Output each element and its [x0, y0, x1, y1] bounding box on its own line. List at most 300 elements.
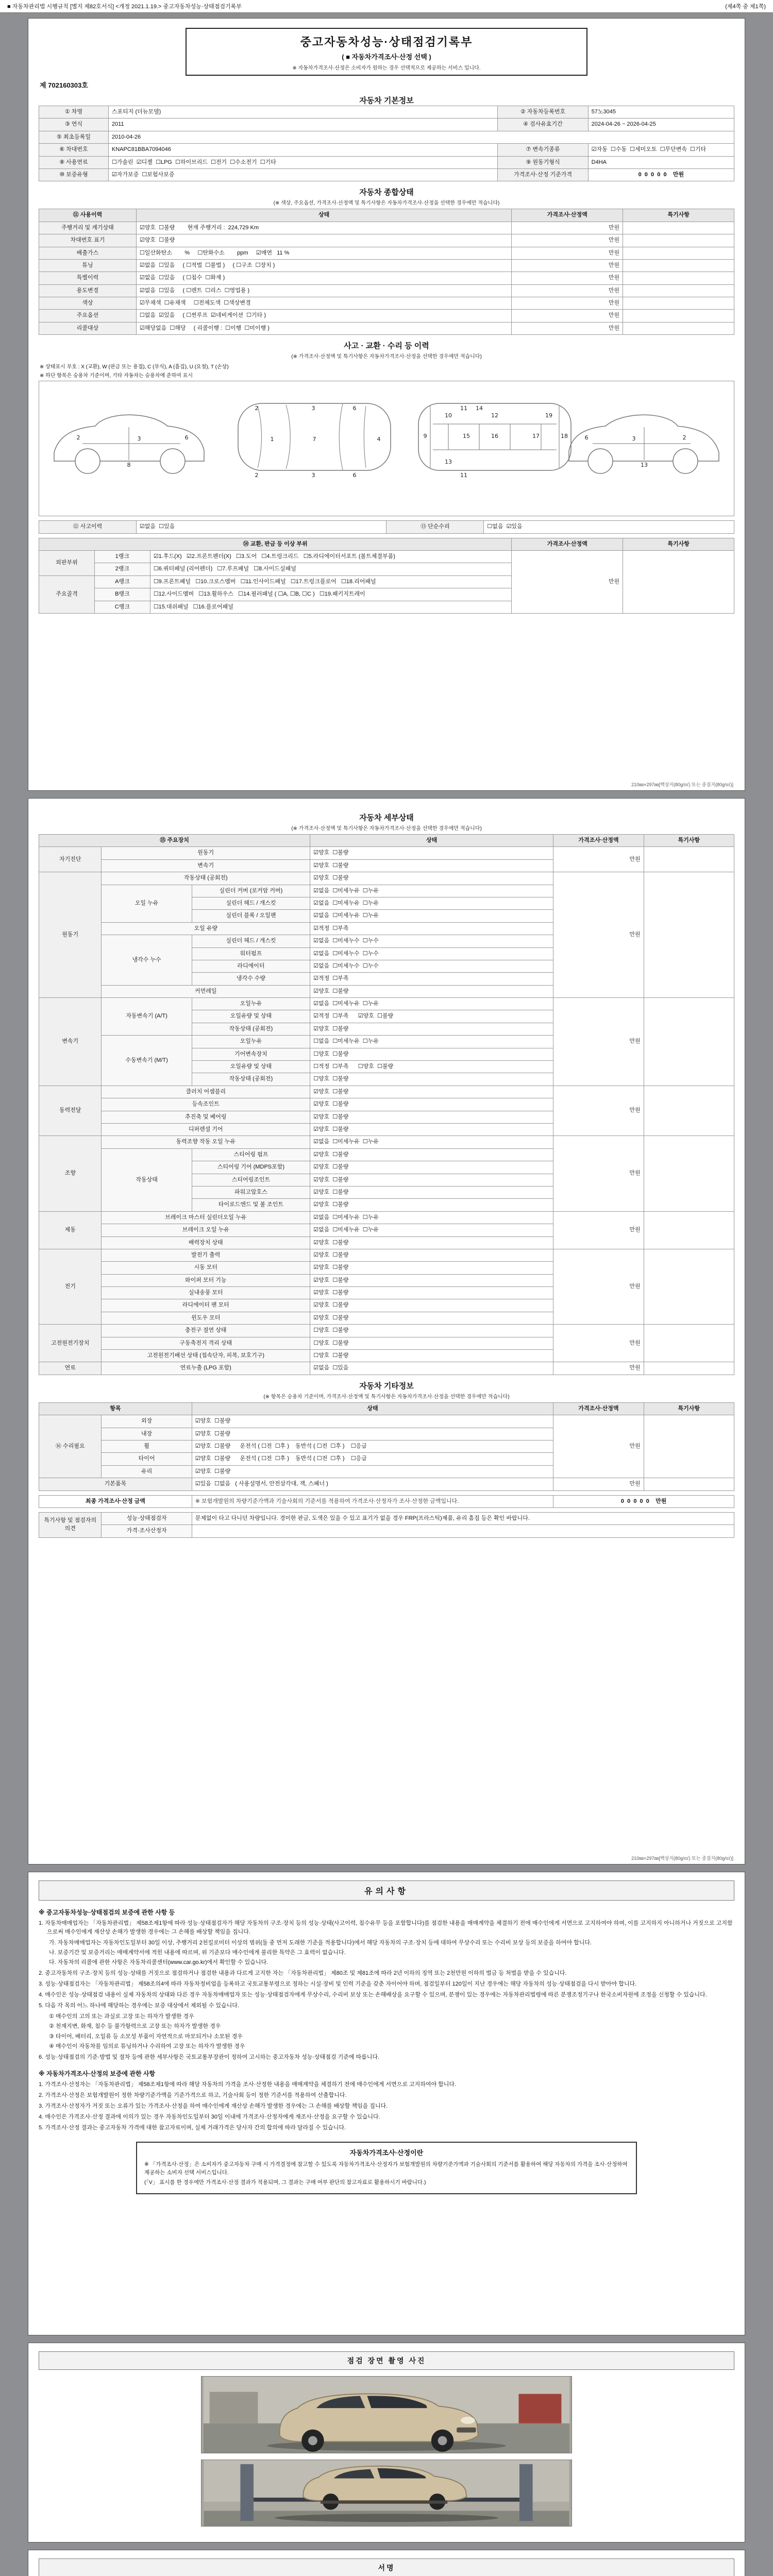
notice-item: ※ 자동차가격조사·산정의 보증에 관한 사항 [39, 2070, 156, 2077]
svg-text:3: 3 [311, 472, 315, 479]
page-photos [28, 2343, 745, 2543]
field-value: 만원 [553, 1478, 644, 1490]
field-value[interactable]: ☑양호 ☐불량 [310, 1086, 553, 1098]
field-label: 충전구 절연 상태 [102, 1325, 310, 1337]
field-value [623, 272, 734, 284]
field-value[interactable]: ☐12.사이드멤버 ☐13.휠하우스 ☐14.필러패널 ( ☐A, ☐B, ☐C ) ☐19.패키지트레이 [150, 588, 512, 601]
field-label: 2랭크 [94, 563, 150, 575]
field-label: 브레이크 오일 누유 [102, 1224, 310, 1236]
field-label: 작동상태 (공회전) [102, 872, 310, 885]
title-note: ※ 자동차가격조사·산정은 소비자가 원하는 경우 선택적으로 제공하는 서비스 입니다. [292, 65, 481, 71]
notice-item: 3. 가격조사·산정자가 거짓 또는 오류가 있는 가격조사·산정을 하여 매수인에게 재산상 손해가 발생한 경우에는 그 손해를 배상할 책임을 집니다. [39, 2103, 388, 2109]
document-title: 중고자동차성능·상태점검기록부 [300, 36, 473, 48]
notice-item: 2. 중고자동차의 구조·장치 등의 성능·상태를 거짓으로 점검하거나 점검한 내용과 다르게 고지한 자는 「자동차관리법」 제80조 및 제81조에 따라 2년 이하의 징역 또는 2천만원 이하의 벌금 등 처벌을 받을 수 있습니다. [39, 1970, 567, 1977]
svg-text:13: 13 [641, 462, 648, 469]
field-label: 스티어링조인트 [192, 1174, 310, 1186]
field-label: 배력장치 상태 [102, 1236, 310, 1249]
field-label: 실린더 헤드 / 개스킷 [192, 935, 310, 947]
price-appraisal-option[interactable]: ( ■ 자동차가격조사·산정 선택 ) [342, 53, 431, 61]
field-label: C랭크 [94, 601, 150, 613]
field-value[interactable]: ☑없음 ☐미세누유 ☐누유 [310, 910, 553, 922]
field-value[interactable]: ☑무채색 ☐유채색 ☐전체도색 ☐색상변경 [136, 297, 511, 310]
field-label: 상태 [136, 209, 511, 222]
emission-state[interactable]: ☐일산화탄소 % ☐탄화수소 ppm ☑매연 11 % [136, 247, 511, 259]
field-value[interactable]: ☐15.대쉬패널 ☐16.플로어패널 [150, 601, 512, 613]
svg-text:2: 2 [682, 434, 686, 442]
notice-item: 4. 매수인은 가격조사·산정 결과에 이의가 있는 경우 자동차인도일부터 30일 이내에 가격조사·산정자에게 재조사·산정을 요구할 수 있습니다. [39, 2113, 380, 2120]
field-label: 파워고압호스 [192, 1186, 310, 1198]
field-value[interactable]: ☑양호 ☐불량 [310, 1312, 553, 1324]
field-label: 특기사항 [623, 538, 734, 550]
field-label: ⑫ 사고이력 [39, 521, 137, 533]
field-label: 고전원전기배선 상태 (접속단자, 피복, 보호기구) [102, 1350, 310, 1362]
notice-item: 1. 자동차매매업자는 「자동차관리법」 제58조제1항에 따라 성능·상태점검자가 해당 자동차의 구조·장치 등의 성능·상태(사고이력, 침수유무 등을 포함합니다)를 점검한 내용을 매매계약을 체결하기 전에 매수인에게 서면으로 고지하여야 하며, 이를 고지하지 아니하거나 거짓으로 고지함으로써 매수인에게 재산상 손해가 발생한 경우에는 그 손해를 배상할 책임을 집니다. [39, 1920, 733, 1936]
field-label: 라디에이터 팬 모터 [102, 1299, 310, 1312]
car-name-label: ① 차명 [39, 106, 109, 118]
field-label: 가격조사·산정액 [553, 835, 644, 847]
mileage-state[interactable]: ☑양호 ☐불량 현재 주행거리 : 224,729 Km [136, 222, 511, 234]
field-label: 리콜대상 [39, 322, 137, 334]
lift-post-left [240, 2464, 254, 2521]
svg-text:2: 2 [76, 434, 80, 442]
svg-text:8: 8 [127, 462, 131, 469]
notice-item: 2. 가격조사·산정은 보험개발원이 정한 차량기준가액을 기준가격으로 하고, 기술사회 등이 정한 기준서를 적용하여 산출합니다. [39, 2092, 347, 2098]
field-label: ⑩ 보증유형 [39, 168, 109, 181]
field-label: 스티어링 기어 (MDPS포함) [192, 1161, 310, 1174]
field-label: 클러치 어셈블리 [102, 1086, 310, 1098]
field-label: 작동상태 (공회전) [192, 1023, 310, 1035]
notice-item: 4. 매수인은 성능·상태점검 내용이 실제 자동차의 상태와 다른 경우 자동차매매업자 또는 성능·상태점검자에게 무상수리, 수리비 보상 또는 손해배상을 요구할 수 있으며, 분쟁이 있는 경우에는 자동차관리법령에 따른 분쟁조정기구나 한국소비자원에 조정을 신청할 수 있습니다. [39, 1992, 707, 1998]
field-value[interactable]: ☑양호 ☐불량 [310, 1262, 553, 1274]
inspection-valid-period: 2024-04-26 ~ 2026-04-25 [588, 118, 734, 131]
notice-item: 5. 다음 각 목의 어느 하나에 해당하는 경우에는 보증 대상에서 제외될 수 있습니다. [39, 2003, 239, 2009]
field-label: 차대번호 표기 [39, 234, 137, 247]
field-value [623, 247, 734, 259]
svg-text:11: 11 [460, 472, 467, 479]
notice-item: ④ 매수인이 자동차를 임의로 튜닝하거나 수리하여 고장 또는 하자가 발생한 경우 [49, 2043, 245, 2049]
field-value[interactable]: ☐양호 ☐불량 [310, 1325, 553, 1337]
field-label: 주요골격 [39, 575, 95, 613]
field-label: ② 자동차등록번호 [498, 106, 588, 118]
section-note-overall: (※ 색상, 주요옵션, 가격조사·산정액 및 특기사항은 자동차가격조사·산정을 선택한 경우에만 적습니다) [273, 200, 500, 207]
field-value[interactable]: ☑없음 ☐미세누유 ☐누유 [310, 885, 553, 897]
svg-text:17: 17 [532, 433, 540, 440]
field-label: 원동기 [102, 847, 310, 859]
svg-text:4: 4 [377, 436, 381, 443]
field-value[interactable]: ☑양호 ☐불량 [310, 1236, 553, 1249]
car-name-value: 스포티지 (더뉴모델) [108, 106, 497, 118]
field-value: 만원 [512, 222, 623, 234]
field-label: ⑭ 교환, 판금 등 이상 부위 [39, 538, 512, 550]
engine-type: D4HA [588, 156, 734, 168]
field-label: 커먼레일 [102, 985, 310, 997]
svg-text:9: 9 [423, 433, 427, 440]
field-label: 윈도우 모터 [102, 1312, 310, 1324]
field-value[interactable]: ☑양호 ☐불량 [310, 1287, 553, 1299]
field-value: 만원 [512, 310, 623, 322]
field-label: 주행거리 및 계기상태 [39, 222, 137, 234]
notice-item: ② 천재지변, 화재, 침수 등 불가항력으로 고장 또는 하자가 발생한 경우 [49, 2023, 221, 2030]
overall-condition-table [39, 209, 734, 335]
svg-text:11: 11 [460, 405, 467, 412]
field-label: 변속기 [102, 859, 310, 872]
field-label: 용도변경 [39, 284, 137, 297]
field-value [644, 1478, 734, 1490]
field-value[interactable]: ☑양호 ☐불량 운전석 ( ☐전 ☐후 ) 동반석 ( ☐전 ☐후 ) ☐응급 [192, 1440, 553, 1452]
field-value: 만원 [553, 1086, 644, 1136]
field-label: 유리 [102, 1465, 192, 1478]
field-value[interactable]: ☐없음 ☐미세누유 ☐누유 [310, 1036, 553, 1048]
field-value[interactable]: ☐9.프론트패널 ☐10.크로스멤버 ☐11.인사이드패널 ☐17.트렁크플로어 ☐18.리어패널 [150, 575, 512, 588]
field-label: 특기사항 [623, 209, 734, 222]
diagram-basis-note: ※ 하단 항목은 승용차 기준이며, 기타 자동차는 승용차에 준하여 표시 [40, 373, 193, 379]
svg-text:2: 2 [255, 472, 259, 479]
field-label: 실린더 커버 (로커암 커버) [192, 885, 310, 897]
field-label: 기본품목 [39, 1478, 192, 1490]
paper-spec-note: 210㎜×297㎜[백상지(80g/㎡) 또는 중질지(80g/㎡)] [631, 782, 733, 787]
field-label: 라디에이터 [192, 960, 310, 972]
detail-condition-table [39, 834, 734, 1375]
exchange-repair-rank-table [39, 538, 734, 614]
etc-info-table [39, 1402, 734, 1491]
definition-box-title: 자동차가격조사·산정이란 [349, 2148, 424, 2157]
field-value: 만원 [553, 1211, 644, 1249]
basic-info-table [39, 106, 734, 181]
field-label: 실린더 블록 / 오일팬 [192, 910, 310, 922]
field-value[interactable]: ☑양호 ☐불량 [310, 859, 553, 872]
field-value [192, 1525, 734, 1537]
field-value: 만원 [553, 1136, 644, 1211]
field-label: ⑤ 최초등록일 [39, 131, 109, 143]
field-label: ③ 연식 [39, 118, 109, 131]
field-value[interactable]: ☑양호 ☐불량 운전석 ( ☐전 ☐후 ) 동반석 ( ☐전 ☐후 ) ☐응급 [192, 1453, 553, 1465]
notice-item: 나. 보증기간 및 보증거리는 매매계약서에 적힌 내용에 따르며, 위 기준보다 매수인에게 불리한 특약은 그 효력이 없습니다. [49, 1950, 346, 1956]
field-value [644, 872, 734, 998]
field-value[interactable]: ☑양호 ☐불량 [310, 1249, 553, 1261]
notice-item: 6. 성능·상태점검의 기준·방법 및 절차 등에 관한 세부사항은 국토교통부장관이 정하여 고시하는 중고자동차 성능·상태점검 기준에 따릅니다. [39, 2054, 380, 2060]
svg-text:6: 6 [584, 434, 589, 442]
field-value[interactable]: ☑양호 ☐불량 [310, 1199, 553, 1211]
final-price-table [39, 1495, 734, 1508]
diagram-part-numbers-under [424, 405, 568, 479]
field-label: 튜닝 [39, 259, 137, 272]
warranty-type[interactable]: ☑자가보증 ☐보험사보증 [108, 168, 497, 181]
field-value[interactable]: ☑양호 ☐불량 [310, 1186, 553, 1198]
field-value [644, 847, 734, 872]
field-value[interactable]: ☑양호 ☐불량 [310, 985, 553, 997]
field-value: 만원 [512, 551, 623, 614]
page-signature [28, 2550, 745, 2576]
field-value: 만원 [553, 1362, 644, 1375]
simple-repair[interactable]: ☐없음 ☑있음 [484, 521, 734, 533]
field-value[interactable]: ☐6.쿼터패널 (리어펜더) ☐7.루프패널 ☐8.사이드실패널 [150, 563, 512, 575]
field-value: 만원 [512, 284, 623, 297]
field-label: 타이로드엔드 및 볼 조인트 [192, 1199, 310, 1211]
field-label: 제동 [39, 1211, 102, 1249]
final-price-label: 최종 가격조사·산정 금액 [39, 1495, 192, 1507]
notices-title: 유의사항 [39, 1880, 734, 1901]
field-value [644, 998, 734, 1086]
field-value[interactable]: ☐양호 ☐불량 [310, 1350, 553, 1362]
field-value: 만원 [512, 272, 623, 284]
section-title-etc: 자동차 기타정보 [359, 1381, 414, 1391]
svg-text:6: 6 [352, 405, 357, 412]
form-reference-text: ■ 자동차관리법 시행규칙 [별지 제82호서식] <개정 2021.1.19.> 중고자동차성능·상태점검기록부 [7, 4, 242, 10]
page-indicator: (제4쪽 중 제1쪽) [725, 4, 766, 10]
field-label: 작동상태 [102, 1148, 192, 1211]
field-label: 원동기 [39, 872, 102, 998]
first-registration-date: 2010-04-26 [108, 131, 734, 143]
field-value[interactable]: ☑양호 ☐불량 [310, 847, 553, 859]
field-label: 항목 [39, 1402, 192, 1415]
fuel-type[interactable]: ☐가솔린 ☑디젤 ☐LPG ☐하이브리드 ☐전기 ☐수소전기 ☐기타 [108, 156, 497, 168]
field-label: 오일유량 및 상태 [192, 1010, 310, 1023]
section-title-detail: 자동차 세부상태 [359, 814, 414, 822]
field-label: 내장 [102, 1428, 192, 1440]
field-label: 연료 [39, 1362, 102, 1375]
transmission-type[interactable]: ☑자동 ☐수동 ☐세미오토 ☐무단변속 ☐기타 [588, 144, 734, 156]
field-value[interactable]: ☑없음 ☐미세누수 ☐누수 [310, 935, 553, 947]
plate-number: 57노3045 [588, 106, 734, 118]
field-label: 타이어 [102, 1453, 192, 1465]
page-basic-overall-accident [28, 18, 745, 791]
svg-text:6: 6 [184, 434, 189, 442]
field-value[interactable]: ☑없음 ☐미세누유 ☐누유 [310, 1211, 553, 1224]
field-value[interactable]: ☑없음 ☐미세누유 ☐누유 [310, 998, 553, 1010]
field-value[interactable]: ☑양호 ☐불량 [310, 1111, 553, 1123]
field-label: 동력조향 작동 오일 누유 [102, 1136, 310, 1148]
accident-history[interactable]: ☑없음 ☐있음 [136, 521, 386, 533]
field-label: ⑪ 사용이력 [39, 209, 137, 222]
field-label: 워터펌프 [192, 947, 310, 960]
svg-text:18: 18 [561, 433, 568, 440]
field-value[interactable]: ☐적정 ☐부족 ☐양호 ☐불량 [310, 1061, 553, 1073]
field-label: 가격조사·산정액 [512, 209, 623, 222]
svg-text:10: 10 [445, 412, 452, 419]
field-label: ⑧ 사용연료 [39, 156, 109, 168]
workshop-shelf [210, 2392, 258, 2424]
field-value[interactable]: ☑해당없음 ☐해당 ( 리콜이행 : ☐이행 ☐미이행 ) [136, 322, 511, 334]
field-value: 만원 [553, 1325, 644, 1362]
notice-item: ① 매수인의 고의 또는 과실로 고장 또는 하자가 발생한 경우 [49, 2013, 194, 2020]
page-notices [28, 1872, 745, 2335]
final-price-value: 0 0 0 0 0 만원 [553, 1495, 734, 1507]
field-value[interactable]: ☑1.후드(X) ☑2.프론트펜더(X) ☐3.도어 ☐4.트렁크리드 ☐5.라디에이터서포트 (볼트체결부품) [150, 551, 512, 563]
state-symbol-legend: ※ 상태표시 부호 : X (교환), W (판금 또는 용접), C (부식), A (흠집), U (요철), T (손상) [40, 364, 229, 370]
svg-text:3: 3 [137, 435, 141, 443]
inspector-comment: 문제없이 타고 다니던 차량입니다. 경미한 판금, 도색은 있을 수 있고 표기가 없을 경우 FRP(프라스틱)제품, 유리 흠집 등은 확인 바랍니다. [192, 1512, 734, 1524]
field-label: ⑯ 수리필요 [39, 1415, 102, 1478]
field-value[interactable]: ☑적정 ☐부족 [310, 922, 553, 935]
field-label: ⑨ 원동기형식 [498, 156, 588, 168]
field-value [623, 551, 734, 614]
notice-item: ※ 중고자동차성능·상태점검의 보증에 관한 사항 등 [39, 1909, 175, 1916]
accident-flags-table [39, 520, 734, 533]
field-label: 특기사항 및 점검자의 의견 [39, 1512, 102, 1537]
field-label: 오일 유량 [102, 922, 310, 935]
field-value[interactable]: ☐없음 ☑있음 ( ☐썬루프 ☑네비게이션 ☐기타 ) [136, 310, 511, 322]
field-value[interactable]: ☑없음 ☐있음 ( ☐렌트 ☐리스 ☐영업용 ) [136, 284, 511, 297]
field-value: 만원 [553, 872, 644, 998]
section-note-accident: (※ 가격조사·산정액 및 특기사항은 자동차가격조사·산정을 선택한 경우에만 적습니다) [291, 354, 482, 360]
section-title-overall: 자동차 종합상태 [359, 188, 414, 197]
field-label: 조향 [39, 1136, 102, 1211]
field-value [644, 1136, 734, 1211]
document-number: 제 702160303호 [40, 81, 88, 89]
field-label: 외장 [102, 1415, 192, 1428]
field-value[interactable]: ☑양호 ☐불량 [310, 1148, 553, 1161]
form-reference-bar [0, 0, 773, 13]
field-value[interactable]: ☑없음 ☐미세누수 ☐누수 [310, 960, 553, 972]
field-value[interactable]: ☑양호 ☐불량 [192, 1415, 553, 1428]
field-label: 가격조사·산정액 [512, 538, 623, 550]
field-label: 실내송풍 모터 [102, 1287, 310, 1299]
field-value: 만원 [553, 1415, 644, 1478]
model-year: 2011 [108, 118, 497, 131]
field-value[interactable]: ☑양호 ☐불량 [310, 872, 553, 885]
field-label: 특기사항 [644, 1402, 734, 1415]
notice-part1 [39, 1908, 734, 2062]
field-label: 냉각수 수량 [192, 973, 310, 985]
field-value: 만원 [512, 259, 623, 272]
notice-part2 [39, 2069, 734, 2132]
field-label: 발전기 출력 [102, 1249, 310, 1261]
field-label: 전기 [39, 1249, 102, 1324]
field-value [623, 259, 734, 272]
field-label: 등속조인트 [102, 1098, 310, 1111]
notice-item: 5. 가격조사·산정 결과는 중고자동차 가격에 대한 참고자료이며, 실제 거래가격은 당사자 간의 합의에 따라 달라질 수 있습니다. [39, 2124, 346, 2131]
svg-text:15: 15 [463, 433, 470, 440]
field-value[interactable]: ☑없음 ☐미세누유 ☐누유 [310, 1136, 553, 1148]
field-label: 특기사항 [644, 835, 734, 847]
diagram-part-numbers-top [255, 405, 381, 479]
section-title-accident: 사고 · 교환 · 수리 등 이력 [344, 342, 429, 351]
field-label: 고전원전기장치 [39, 1325, 102, 1362]
field-label: 색상 [39, 297, 137, 310]
field-value[interactable]: ☑적정 ☐부족 ☑양호 ☐불량 [310, 1010, 553, 1023]
field-label: 특별이력 [39, 272, 137, 284]
field-label: 냉각수 누수 [102, 935, 192, 986]
field-value[interactable]: ☑없음 ☐미세누유 ☐누유 [310, 1224, 553, 1236]
signature-section-title: 서명 [39, 2558, 734, 2576]
field-label: ⑦ 변속기종류 [498, 144, 588, 156]
field-label: 오일누유 [192, 1036, 310, 1048]
field-value: 만원 [512, 247, 623, 259]
field-value[interactable]: ☐양호 ☐불량 [310, 1048, 553, 1060]
field-value [623, 310, 734, 322]
field-label: 상태 [310, 835, 553, 847]
field-value: 만원 [512, 297, 623, 310]
field-value[interactable]: ☑없음 ☐있음 ( ☐침수 ☐화재 ) [136, 272, 511, 284]
vin: KNAPC81BBA7094046 [108, 144, 497, 156]
field-label: 배출가스 [39, 247, 137, 259]
field-label: 브레이크 마스터 실린더오일 누유 [102, 1211, 310, 1224]
notice-item: 가. 자동차매매업자는 자동차인도일부터 30일 이상, 주행거리 2천킬로미터 이상의 범위(둘 중 먼저 도래한 기준을 적용합니다)에서 해당 자동차의 구조·장치 등에 대하여 무상수리 또는 수리비 보상 등의 보증을 하여야 합니다. [49, 1940, 592, 1946]
car-outline-diagram-panel [39, 381, 734, 516]
field-value: 만원 [553, 1249, 644, 1324]
field-value[interactable]: ☑양호 ☐불량 [310, 1023, 553, 1035]
field-value[interactable]: ☑양호 ☐불량 [310, 1174, 553, 1186]
svg-text:1: 1 [270, 436, 274, 443]
field-label: 와이퍼 모터 기능 [102, 1274, 310, 1286]
field-value[interactable]: ☑양호 ☐불량 [310, 1098, 553, 1111]
svg-text:3: 3 [632, 435, 636, 443]
page-detail-etc [28, 798, 745, 1865]
field-value[interactable]: ☑양호 ☐불량 [192, 1465, 553, 1478]
field-label: 가격·조사산정자 [102, 1525, 192, 1537]
field-value[interactable]: ☑양호 ☐불량 [192, 1428, 553, 1440]
field-label: 주요옵션 [39, 310, 137, 322]
field-value[interactable]: ☑없음 ☐미세누유 ☐누유 [310, 897, 553, 909]
section-note-etc: (※ 항목은 승용차 기준이며, 가격조사·산정액 및 특기사항은 자동차가격조사·산정을 선택한 경우에만 적습니다) [263, 1394, 510, 1400]
field-value [623, 284, 734, 297]
svg-text:19: 19 [545, 412, 552, 419]
field-label: 오일누유 [192, 998, 310, 1010]
field-value[interactable]: ☑양호 ☐불량 [310, 1161, 553, 1174]
document-title-box [186, 28, 587, 76]
notice-item: ③ 타이어, 배터리, 오일류 등 소모성 부품이 자연적으로 마모되거나 소모된 경우 [49, 2033, 243, 2040]
svg-text:16: 16 [491, 433, 498, 440]
field-label: ⑮ 주요장치 [39, 835, 310, 847]
field-label: 자동변속기 (A/T) [102, 998, 192, 1036]
price-appraisal-definition-box [136, 2142, 637, 2194]
field-value[interactable]: ☑적정 ☐부족 [310, 973, 553, 985]
field-value[interactable]: ☑양호 ☐불량 [310, 1274, 553, 1286]
svg-text:7: 7 [312, 436, 316, 443]
car-outline-diagram [41, 385, 732, 509]
field-value [644, 1325, 734, 1362]
field-label: 연료누출 (LPG 포함) [102, 1362, 310, 1375]
field-value[interactable]: ☑없음 ☐있음 [310, 1362, 553, 1375]
field-label: 가격조사·산정액 [553, 1402, 644, 1415]
paper-spec-note: 210㎜×297㎜[백상지(80g/㎡) 또는 중질지(80g/㎡)] [631, 1856, 733, 1861]
field-label: 가격조사·산정 기준가격 [498, 168, 588, 181]
field-value: 만원 [512, 234, 623, 247]
field-value[interactable]: ☐양호 ☐불량 [310, 1337, 553, 1349]
field-value[interactable]: ☑양호 ☐불량 [136, 234, 511, 247]
field-label: 자기진단 [39, 847, 102, 872]
svg-text:13: 13 [445, 459, 452, 466]
field-value[interactable]: ☑있음 ☐없음 ( 사용설명서, 안전삼각대, 잭, 스패너 ) [192, 1478, 553, 1490]
section-title-basic-info: 자동차 기본정보 [359, 96, 414, 105]
field-value [644, 1362, 734, 1375]
field-value[interactable]: ☑없음 ☐미세누수 ☐누수 [310, 947, 553, 960]
field-value: 만원 [512, 322, 623, 334]
field-label: 기어변속장치 [192, 1048, 310, 1060]
field-label: 작동상태 (공회전) [192, 1073, 310, 1086]
field-value [644, 1211, 734, 1249]
lift-post-right [519, 2464, 533, 2521]
field-label: ⑥ 차대번호 [39, 144, 109, 156]
field-label: 구동축전지 격리 상태 [102, 1337, 310, 1349]
field-value[interactable]: ☑양호 ☐불량 [310, 1299, 553, 1312]
field-value[interactable]: ☐양호 ☐불량 [310, 1073, 553, 1086]
definition-box-line2: (「V」 표시를 한 경우에만 가격조사·산정 결과가 적용되며, 그 결과는 구매 여부 판단의 참고자료로 활용하시기 바랍니다.) [144, 2179, 426, 2186]
section-note-detail: (※ 가격조사·산정액 및 특기사항은 자동차가격조사·산정을 선택한 경우에만 적습니다) [291, 826, 482, 832]
field-value [644, 1086, 734, 1136]
field-value[interactable]: ☑양호 ☐불량 [310, 1123, 553, 1136]
field-label: 추진축 및 베어링 [102, 1111, 310, 1123]
workshop-toolbox [519, 2394, 562, 2424]
field-value [644, 1249, 734, 1324]
field-label: 디퍼렌셜 기어 [102, 1123, 310, 1136]
field-label: 실린더 헤드 / 개스킷 [192, 897, 310, 909]
definition-box-line1: ※ 「가격조사·산정」은 소비자가 중고자동차 구매 시 가격결정에 참고할 수 있도록 자동차가격조사·산정자가 보험개발원의 차량기준가액과 기술사회의 기준서를 활용하여 해당 자동차의 가격을 조사·산정하여 제공하는 소비자 선택 서비스입니다. [144, 2161, 628, 2176]
field-value [623, 322, 734, 334]
field-value[interactable]: ☑없음 ☐있음 ( ☐적법 ☐불법 ) ( ☐구조 ☐장치 ) [136, 259, 511, 272]
field-label: B랭크 [94, 588, 150, 601]
field-label: 시동 모터 [102, 1262, 310, 1274]
